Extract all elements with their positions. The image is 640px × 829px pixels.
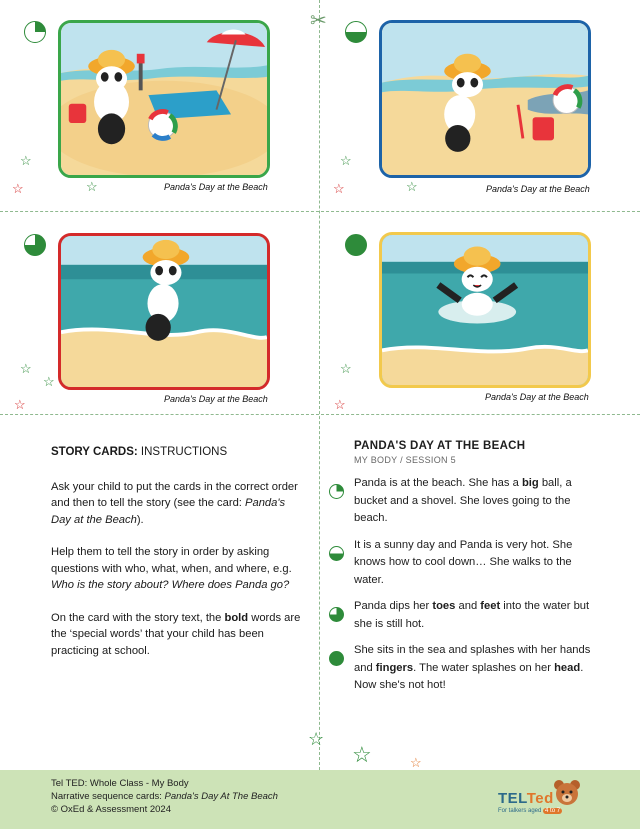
card-2-caption: Panda's Day at the Beach (486, 184, 590, 194)
star-icon: ☆ (333, 181, 345, 196)
story-paragraph-3 (354, 598, 604, 633)
logo-tagline-text: For talkers aged (498, 808, 542, 814)
story-title: PANDA'S DAY AT THE BEACH (354, 440, 526, 452)
para3-bold-1: toes (432, 600, 456, 612)
instructions-title (51, 444, 301, 461)
star-icon: ☆ (12, 181, 24, 196)
story-paragraph-1 (354, 475, 604, 528)
footer-line-2-text: Narrative sequence cards: (51, 791, 165, 802)
card-4-illustration (382, 235, 588, 385)
star-icon: ☆ (14, 397, 26, 412)
para4-text-a: She sits in the sea and splashes with her hands and (354, 644, 591, 674)
instructions-title-rest: INSTRUCTIONS (140, 446, 228, 458)
story-paragraph-2 (354, 537, 604, 590)
para1-text-a: Panda is at the beach. She has a (354, 477, 522, 489)
quarter-one-icon (329, 484, 344, 499)
footer-line-2 (51, 790, 278, 803)
p2-italic: Who is the story about? Where does Panda go? (51, 579, 290, 591)
p3-bold: bold (224, 611, 249, 624)
para4-bold-1: fingers (375, 661, 414, 674)
instructions-paragraph-2 (51, 544, 301, 594)
star-icon: ☆ (308, 729, 325, 749)
instructions-title-bold: STORY CARDS: (51, 446, 138, 458)
full-circle-icon (329, 651, 344, 666)
card-3-caption: Panda's Day at the Beach (164, 394, 268, 404)
footer-line-2-italic: Panda's Day At The Beach (164, 791, 278, 802)
footer-line-1: Tel TED: Whole Class - My Body (51, 778, 189, 789)
star-icon: ☆ (352, 742, 372, 767)
para2-text: It is a sunny day and Panda is very hot. She knows how to cool down… She walks to the water. (354, 538, 573, 586)
star-icon: ☆ (20, 361, 32, 376)
star-icon: ☆ (340, 361, 352, 376)
para3-text-c: into the water but she is still hot. (354, 600, 590, 630)
star-icon: ☆ (334, 397, 346, 412)
instructions-paragraph-1 (51, 479, 301, 529)
instructions-panel (51, 444, 301, 675)
horizontal-cut-line-middle (0, 414, 640, 415)
story-card-2 (379, 20, 591, 178)
p3-text-b: words are the ‘special words’ that your child has been practicing at school. (51, 611, 301, 657)
instructions-paragraph-3 (51, 610, 301, 660)
three-quarter-icon (329, 607, 344, 622)
footer-line-3: © OxEd & Assessment 2024 (51, 804, 172, 815)
star-icon: ☆ (86, 179, 98, 194)
logo-tel: TEL (498, 790, 527, 807)
teddy-bear-icon (552, 778, 582, 808)
star-icon: ☆ (20, 153, 32, 168)
star-icon: ☆ (406, 179, 418, 194)
story-card-1 (58, 20, 270, 178)
footer-text (51, 777, 278, 816)
para4-bold-2: head (554, 661, 581, 674)
p1-end: ). (136, 513, 144, 526)
vertical-cut-line (319, 0, 320, 770)
story-card-4 (379, 232, 591, 388)
story-subtitle: MY BODY / SESSION 5 (354, 455, 456, 465)
card-4-caption: Panda's Day at the Beach (485, 392, 589, 402)
para3-text-a: Panda dips her (354, 600, 433, 612)
scissors-icon: ✂ (310, 10, 327, 32)
three-quarter-icon (24, 234, 46, 256)
card-1-illustration (61, 23, 267, 175)
horizontal-cut-line-top (0, 211, 640, 212)
p1-text: Ask your child to put the cards in the correct order and then to tell the story (see the card: (51, 480, 298, 509)
p1-italic: Panda's Day at the Beach (51, 497, 286, 526)
half-icon (345, 21, 367, 43)
para1-text-b: ball, a bucket and a shovel. She loves going to the beach. (354, 477, 572, 524)
quarter-one-icon (24, 21, 46, 43)
p3-text-a: On the card with the story text, the (51, 611, 225, 624)
card-3-illustration (61, 236, 267, 387)
star-icon: ☆ (43, 374, 55, 389)
card-1-caption: Panda's Day at the Beach (164, 182, 268, 192)
p2-text: Help them to tell the story in order by asking questions with who, what, when, and where, e.g. (51, 546, 292, 575)
story-card-3 (58, 233, 270, 390)
card-2-illustration (382, 23, 588, 175)
star-icon: ☆ (410, 755, 422, 770)
star-icon: ☆ (340, 153, 352, 168)
para4-text-b: . The water splashes on her (413, 661, 555, 674)
half-icon (329, 546, 344, 561)
para1-bold: big (521, 477, 539, 489)
para4-text-c: . Now she's not hot! (354, 661, 584, 691)
para3-text-b: and (455, 600, 481, 612)
logo-ted: Ted (526, 790, 554, 807)
story-text-card (354, 440, 604, 704)
logo-tagline (498, 808, 562, 814)
full-circle-icon (345, 234, 367, 256)
para3-bold-2: feet (480, 600, 501, 612)
logo-age-badge: 4 to 7 (545, 808, 561, 814)
story-paragraph-4 (354, 642, 604, 695)
